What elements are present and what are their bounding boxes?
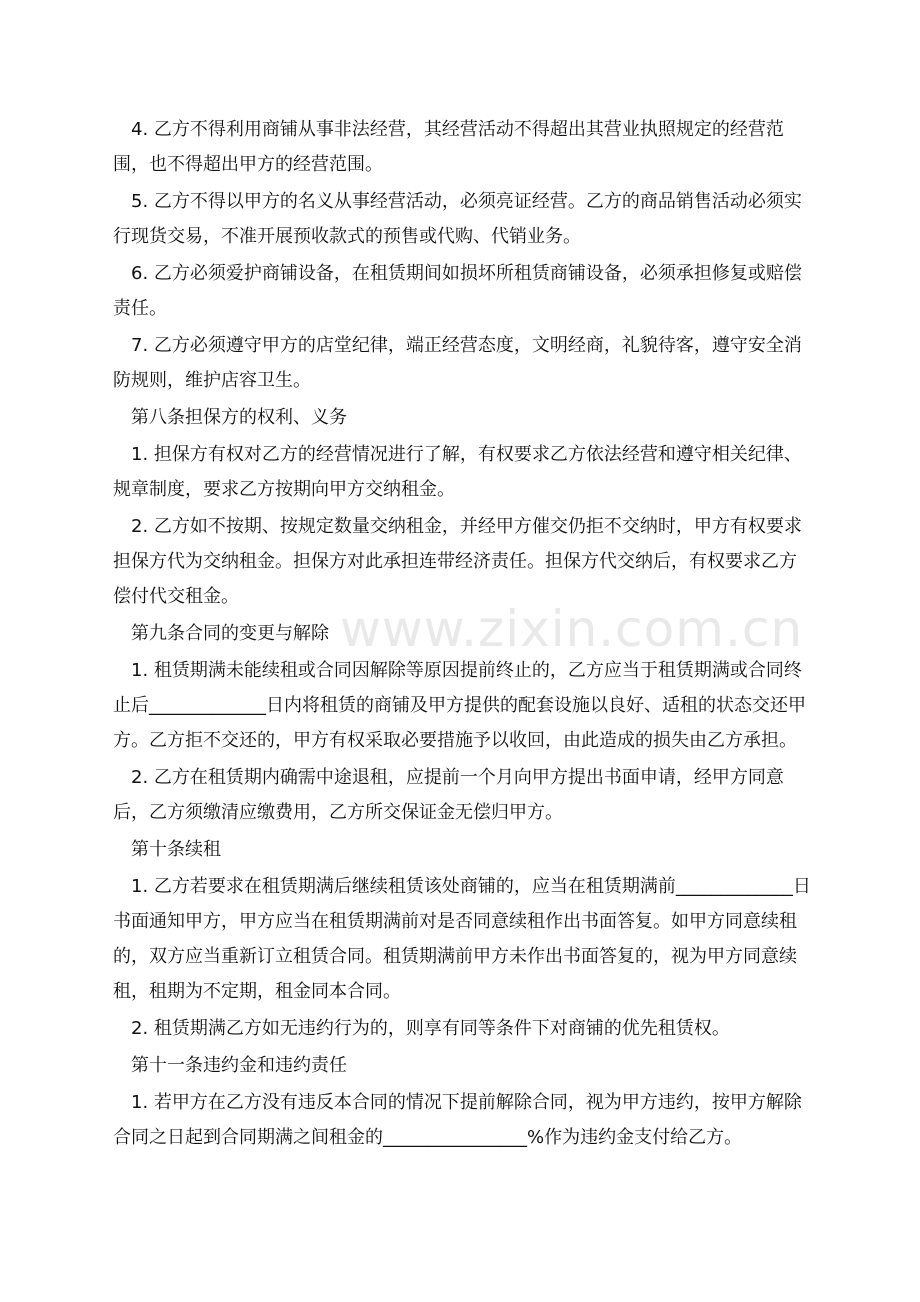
clause-11-item-1: 1. 若甲方在乙方没有违反本合同的情况下提前解除合同，视为甲方违约，按甲方解除合同之日起到合同期满之间租金的________________%作为违约金支付给乙方。	[113, 1092, 802, 1148]
clause-8-item-2: 2. 乙方如不按期、按规定数量交纳租金，并经甲方催交仍拒不交纳时，甲方有权要求担保方代为交纳租金。担保方对此承担连带经济责任。担保方代交纳后，有权要求乙方偿付代交租金。	[113, 516, 802, 607]
clause-8-heading: 第八条担保方的权利、义务	[131, 407, 347, 428]
clause-7-item-7: 7. 乙方必须遵守甲方的店堂纪律，端正经营态度，文明经商，礼貌待客，遵守安全消防规则，维护店容卫生。	[113, 335, 802, 391]
clause-10-heading: 第十条续租	[131, 839, 221, 860]
clause-11-heading: 第十一条违约金和违约责任	[131, 1055, 347, 1076]
watermark: www.zixin.com.cn	[340, 600, 804, 658]
clause-8-item-1: 1. 担保方有权对乙方的经营情况进行了解，有权要求乙方依法经营和遵守相关纪律、规章制度，要求乙方按期向甲方交纳租金。	[113, 444, 802, 500]
clause-7-item-6: 6. 乙方必须爱护商铺设备，在租赁期间如损坏所租赁商铺设备，必须承担修复或赔偿责任。	[113, 263, 802, 319]
clause-9-heading: 第九条合同的变更与解除	[131, 623, 329, 644]
clause-9-item-2: 2. 乙方在租赁期内确需中途退租，应提前一个月向甲方提出书面申请，经甲方同意后，乙方须缴清应缴费用，乙方所交保证金无偿归甲方。	[113, 767, 784, 823]
clause-9-item-1: 1. 租赁期满未能续租或合同因解除等原因提前终止的，乙方应当于租赁期满或合同终止后_____________日内将租赁的商铺及甲方提供的配套设施以良好、适租的状态交还甲方。乙方拒不交还的，甲方有权采取必要措施予以收回，由此造成的损失由乙方承担。	[113, 660, 806, 751]
clause-7-item-4: 4. 乙方不得利用商铺从事非法经营，其经营活动不得超出其营业执照规定的经营范围，也不得超出甲方的经营范围。	[113, 119, 784, 175]
clause-7-item-5: 5. 乙方不得以甲方的名义从事经营活动，必须亮证经营。乙方的商品销售活动必须实行现货交易，不准开展预收款式的预售或代购、代销业务。	[113, 191, 802, 247]
clause-10-item-1: 1. 乙方若要求在租赁期满后继续租赁该处商铺的，应当在租赁期满前_____________日书面通知甲方，甲方应当在租赁期满前对是否同意续租作出书面答复。如甲方同意续租的，双方应当重新订立租赁合同。租赁期满前甲方未作出书面答复的，视为甲方同意续租，租期为不定期，租金同本合同。	[113, 876, 811, 1002]
clause-10-item-2: 2. 租赁期满乙方如无违约行为的，则享有同等条件下对商铺的优先租赁权。	[131, 1018, 730, 1039]
document-body	[113, 112, 813, 1155]
